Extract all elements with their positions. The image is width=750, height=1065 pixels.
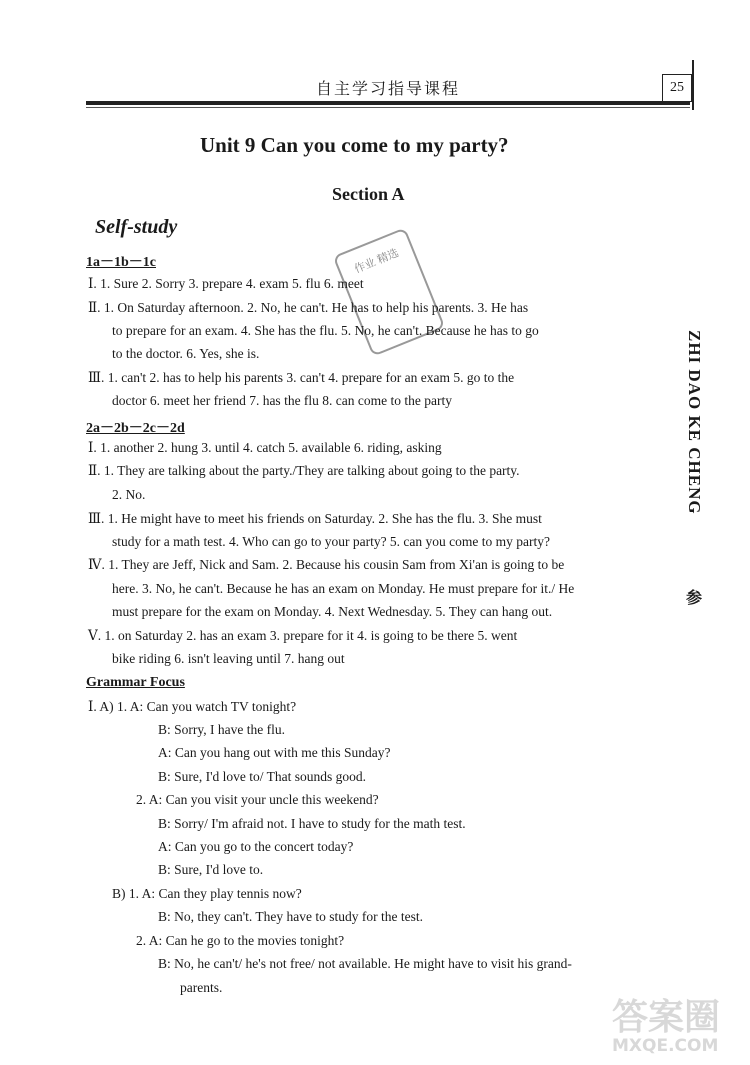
self-study-heading: Self-study <box>95 216 178 238</box>
subhead-2a-2b-2c-2d: 2a－2b－2c－2d <box>86 421 185 436</box>
answer-line: here. 3. No, he can't. Because he has an exam on Monday. He must prepare for it./ He <box>112 581 575 596</box>
header-vertical-bar <box>692 60 694 110</box>
side-seal: 参 <box>686 590 703 607</box>
grammar-line: B: Sorry, I have the flu. <box>158 722 285 737</box>
answer-line: Ⅰ. 1. another 2. hung 3. until 4. catch 5. available 6. riding, asking <box>88 440 442 455</box>
grammar-line: parents. <box>180 980 223 995</box>
grammar-line: B: No, he can't/ he's not free/ not available. He might have to visit his grand- <box>158 956 572 971</box>
watermark-line2: MXQE.COM <box>612 1036 719 1056</box>
header-rule-thin <box>86 107 690 108</box>
page-number: 25 <box>662 74 692 102</box>
answer-line: to the doctor. 6. Yes, she is. <box>112 346 260 361</box>
answer-line: to prepare for an exam. 4. She has the flu. 5. No, he can't. Because he has to go <box>112 323 539 338</box>
grammar-line: B: No, they can't. They have to study for the test. <box>158 909 424 924</box>
grammar-line: A: Can you hang out with me this Sunday? <box>158 745 391 760</box>
answer-line: Ⅲ. 1. can't 2. has to help his parents 3. can't 4. prepare for an exam 5. go to the <box>88 370 515 385</box>
subhead-grammar-focus: Grammar Focus <box>86 675 185 690</box>
stamp-seal: 作业 精选 <box>333 227 446 356</box>
answer-line: must prepare for the exam on Monday. 4. Next Wednesday. 5. They can hang out. <box>112 604 553 619</box>
answer-line: Ⅲ. 1. He might have to meet his friends on Saturday. 2. She has the flu. 3. She must <box>88 511 542 526</box>
answer-line: doctor 6. meet her friend 7. has the flu 8. can come to the party <box>112 393 453 408</box>
grammar-line: 2. A: Can he go to the movies tonight? <box>136 933 345 948</box>
subhead-1a-1b-1c: 1a－1b－1c <box>86 255 156 270</box>
watermark-logo <box>612 997 742 1060</box>
answer-line: Ⅱ. 1. They are talking about the party./They are talking about going to the party. <box>88 463 520 478</box>
header-rule-thick <box>86 101 690 105</box>
answer-line: Ⅴ. 1. on Saturday 2. has an exam 3. prepare for it 4. is going to be there 5. went <box>88 628 518 643</box>
grammar-line: B) 1. A: Can they play tennis now? <box>112 886 302 901</box>
grammar-line: B: Sure, I'd love to. <box>158 862 264 877</box>
grammar-line: A: Can you go to the concert today? <box>158 839 354 854</box>
answer-line: Ⅰ. 1. Sure 2. Sorry 3. prepare 4. exam 5. flu 6. meet <box>88 276 364 291</box>
section-title: Section A <box>332 184 405 204</box>
side-label: ZHI DAO KE CHENG <box>685 330 704 515</box>
answer-line: 2. No. <box>112 487 146 502</box>
answer-line: Ⅳ. 1. They are Jeff, Nick and Sam. 2. Because his cousin Sam from Xi'an is going to be <box>88 557 565 572</box>
grammar-line: Ⅰ. A) 1. A: Can you watch TV tonight? <box>88 699 297 714</box>
grammar-line: 2. A: Can you visit your uncle this weekend? <box>136 792 379 807</box>
answer-line: study for a math test. 4. Who can go to your party? 5. can you come to my party? <box>112 534 551 549</box>
unit-title: Unit 9 Can you come to my party? <box>200 133 509 157</box>
grammar-line: B: Sure, I'd love to/ That sounds good. <box>158 769 367 784</box>
answer-line: Ⅱ. 1. On Saturday afternoon. 2. No, he can't. He has to help his parents. 3. He has <box>88 300 529 315</box>
grammar-line: B: Sorry/ I'm afraid not. I have to study for the math test. <box>158 816 466 831</box>
answer-line: bike riding 6. isn't leaving until 7. hang out <box>112 651 345 666</box>
watermark-line1: 答案圈 <box>612 997 721 1038</box>
header-title: 自主学习指导课程 <box>316 79 461 98</box>
